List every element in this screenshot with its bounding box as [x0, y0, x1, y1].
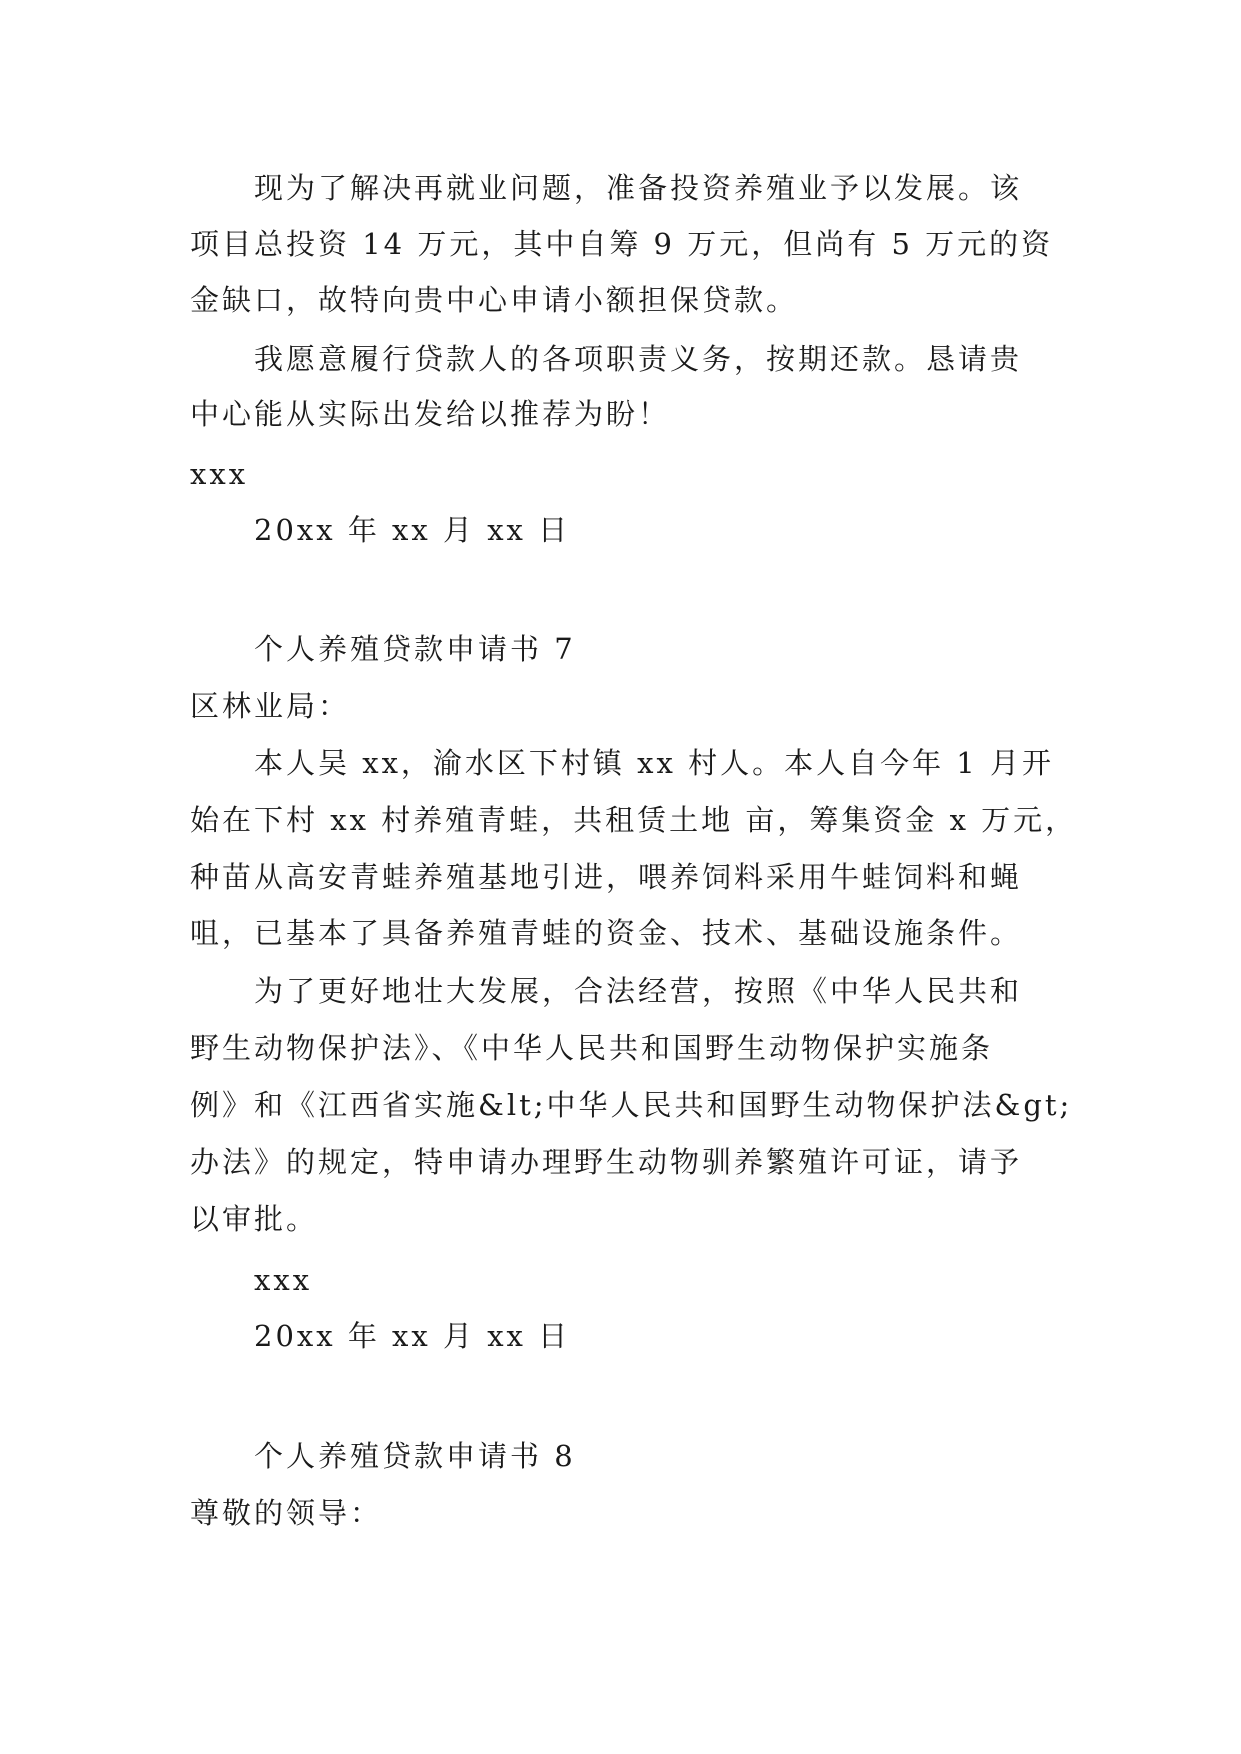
paragraph-line: 我愿意履行贷款人的各项职责义务，按期还款。恳请贵 [254, 342, 1023, 376]
paragraph-line: 例》和《江西省实施&lt;中华人民共和国野生动物保护法&gt; [190, 1088, 1073, 1122]
signature-date: 20xx 年 xx 月 xx 日 [254, 513, 571, 547]
paragraph-line: 项目总投资 14 万元，其中自筹 9 万元，但尚有 5 万元的资 [190, 227, 1054, 261]
section-title: 个人养殖贷款申请书 7 [254, 632, 576, 666]
paragraph-line: 咀，已基本了具备养殖青蛙的资金、技术、基础设施条件。 [190, 916, 1023, 950]
signature-name: xxx [254, 1263, 313, 1297]
paragraph-line: 始在下村 xx 村养殖青蛙，共租赁土地 亩，筹集资金 x 万元， [190, 803, 1078, 837]
paragraph-line: 办法》的规定，特申请办理野生动物驯养繁殖许可证，请予 [190, 1145, 1023, 1179]
paragraph-line: 现为了解决再就业问题，准备投资养殖业予以发展。该 [254, 171, 1023, 205]
paragraph-line: 为了更好地壮大发展，合法经营，按照《中华人民共和 [254, 974, 1023, 1008]
paragraph-line: 种苗从高安青蛙养殖基地引进，喂养饲料采用牛蛙饲料和蝇 [190, 860, 1023, 894]
paragraph-line: 中心能从实际出发给以推荐为盼！ [190, 397, 671, 431]
signature-date: 20xx 年 xx 月 xx 日 [254, 1319, 571, 1353]
signature-name: xxx [190, 457, 249, 491]
salutation: 尊敬的领导： [190, 1496, 383, 1530]
paragraph-line: 金缺口，故特向贵中心申请小额担保贷款。 [190, 283, 799, 317]
paragraph-line: 以审批。 [190, 1202, 319, 1236]
section-title: 个人养殖贷款申请书 8 [254, 1439, 576, 1473]
salutation: 区林业局： [190, 689, 351, 723]
paragraph-line: 本人吴 xx，渝水区下村镇 xx 村人。本人自今年 1 月开 [254, 746, 1054, 780]
paragraph-line: 野生动物保护法》、《中华人民共和国野生动物保护实施条 [190, 1031, 994, 1065]
